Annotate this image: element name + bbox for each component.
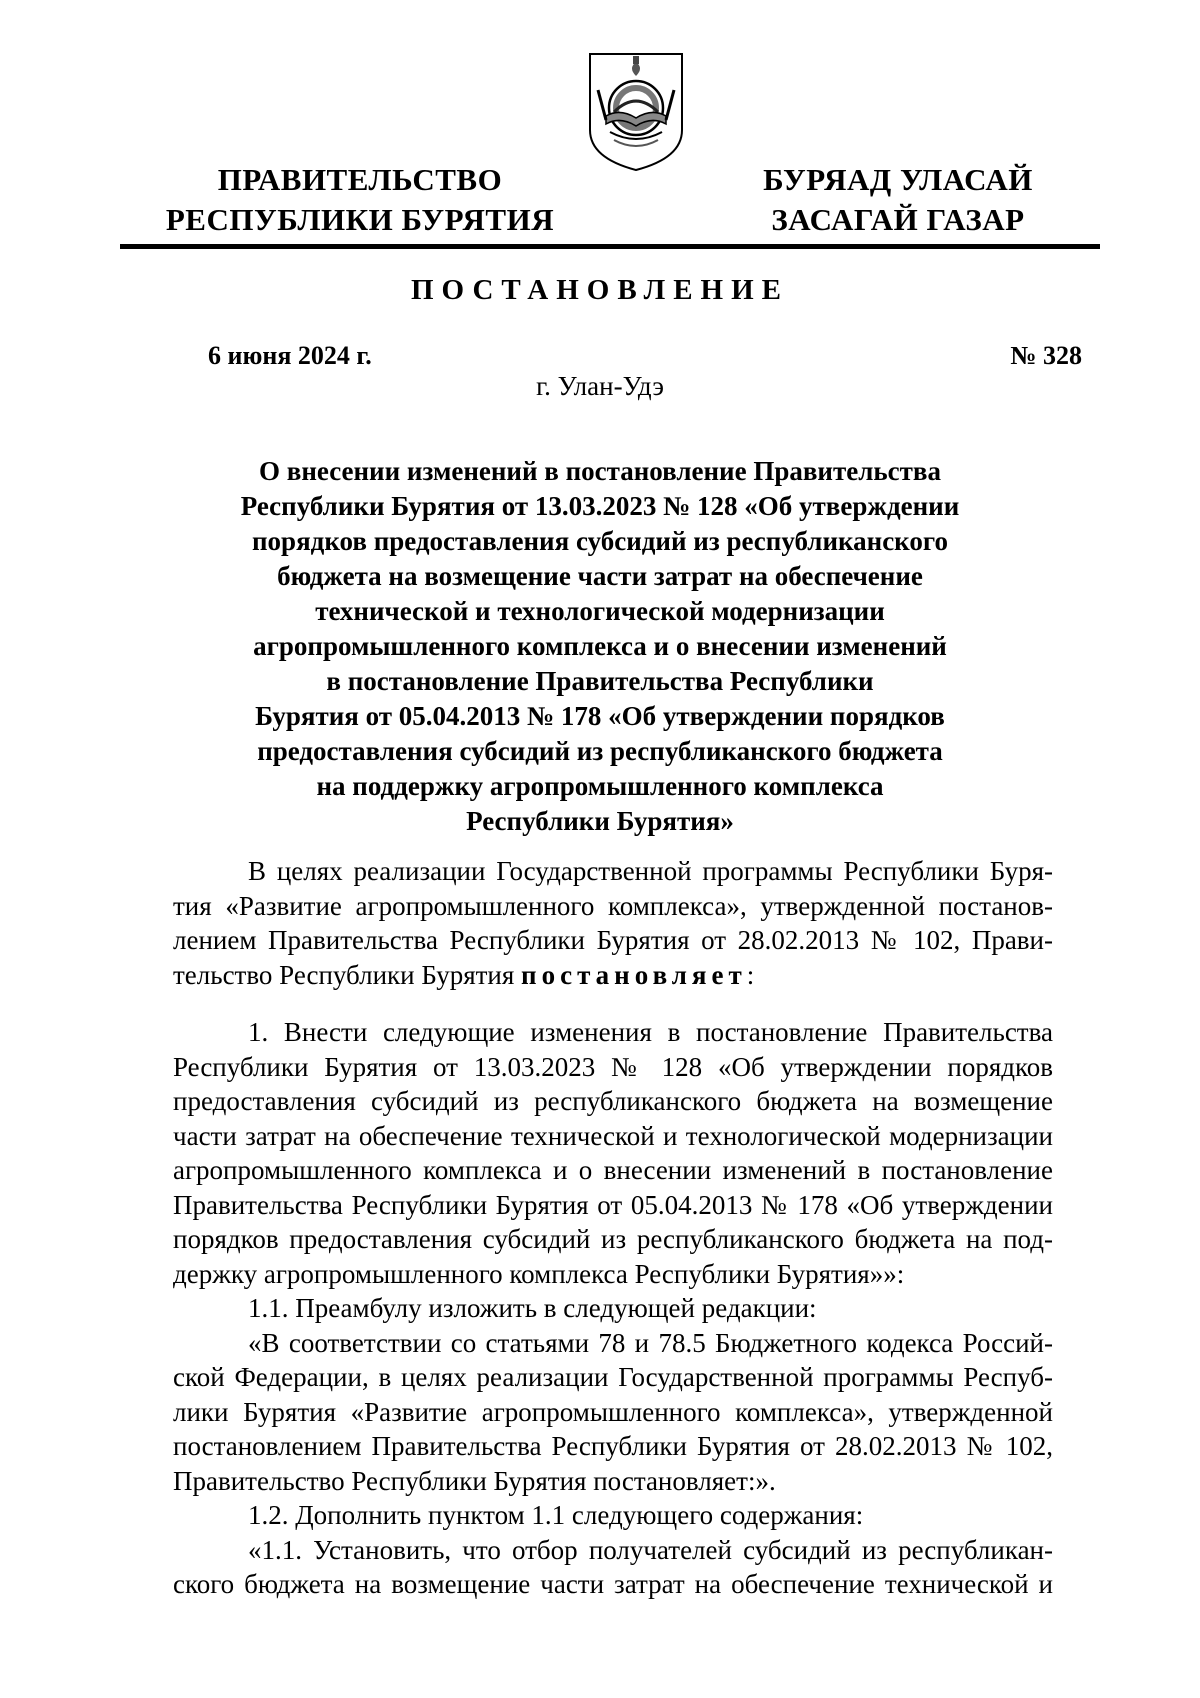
body-line: постановлением Правительства Республики Бурятия от 28.02.2013 № 102, <box>173 1431 1053 1461</box>
header-left <box>160 160 560 240</box>
preamble-last-suffix: : <box>746 959 755 990</box>
title-line: предоставления субсидий из республиканского бюджета <box>257 736 943 766</box>
header-right-line: БУРЯАД УЛАСАЙ <box>763 162 1033 197</box>
title-line: порядков предоставления субсидий из республиканского <box>252 526 948 556</box>
coat-of-arms-emblem-icon <box>584 50 688 174</box>
body-line: Правительства Республики Бурятия от 05.04.2013 № 178 «Об утверждении <box>173 1189 1053 1220</box>
document-number: № 328 <box>1010 341 1082 370</box>
preamble-paragraph <box>173 854 1053 992</box>
preamble-line: лением Правительства Республики Бурятия от 28.02.2013 № 102, Прави- <box>173 925 1053 955</box>
preamble-line: В целях реализации Государственной программы Республики Буря- <box>248 856 1053 886</box>
body-line: порядков предоставления субсидий из республиканского бюджета на под- <box>173 1224 1053 1254</box>
title-line: на поддержку агропромышленного комплекса <box>316 771 884 801</box>
header-right-line: ЗАСАГАЙ ГАЗАР <box>771 202 1025 237</box>
body-line: ской Федерации, в целях реализации Государственной программы Респуб- <box>173 1362 1053 1392</box>
body-line: предоставления субсидий из республиканского бюджета на возмещение <box>173 1086 1053 1116</box>
preamble-last-line <box>173 958 1053 993</box>
body-line: части затрат на обеспечение технической и технологической модернизации <box>173 1120 1053 1151</box>
body-line: 1. Внести следующие изменения в постановление Правительства <box>248 1017 1053 1047</box>
header-divider <box>120 244 1100 249</box>
title-line: Республики Бурятия от 13.03.2023 № 128 «Об утверждении <box>240 491 960 521</box>
title-line: бюджета на возмещение части затрат на обеспечение <box>277 561 923 591</box>
title-line: в постановление Правительства Республики <box>326 666 874 696</box>
body-line: лики Бурятия «Развитие агропромышленного комплекса», утвержденной <box>173 1396 1053 1427</box>
body-line: держку агропромышленного комплекса Республики Бурятия»»: <box>173 1258 905 1289</box>
resolves-word: постановляет <box>521 959 747 990</box>
title-line: технической и технологической модернизации <box>315 596 885 626</box>
preamble-last-prefix: тельство Республики Бурятия <box>173 959 522 990</box>
document-date: 6 июня 2024 г. <box>208 341 372 370</box>
title-line: Бурятия от 05.04.2013 № 178 «Об утверждении порядков <box>255 701 945 731</box>
body-line: Республики Бурятия от 13.03.2023 № 128 «Об утверждении порядков <box>173 1051 1053 1082</box>
body-line: «В соответствии со статьями 78 и 78.5 Бюджетного кодекса Россий- <box>248 1327 1053 1358</box>
document-title <box>200 454 1000 839</box>
body-line: ского бюджета на возмещение части затрат на обеспечение технической и <box>173 1569 1053 1599</box>
resolution-body <box>173 1015 1053 1602</box>
body-line: 1.1. Преамбулу изложить в следующей редакции: <box>248 1293 817 1323</box>
document-city: г. Улан-Удэ <box>536 371 664 401</box>
body-line: «1.1. Установить, что отбор получателей субсидий из республикан- <box>248 1534 1053 1565</box>
body-line: агропромышленного комплекса и о внесении изменений в постановление <box>173 1155 1053 1185</box>
header-left-line: РЕСПУБЛИКИ БУРЯТИЯ <box>165 202 555 237</box>
body-line: 1.2. Дополнить пунктом 1.1 следующего содержания: <box>248 1500 864 1530</box>
title-line: Республики Бурятия» <box>466 806 734 836</box>
document-type: ПОСТАНОВЛЕНИЕ <box>410 274 789 306</box>
header-right <box>738 160 1058 240</box>
body-line: Правительство Республики Бурятия постановляет:». <box>173 1465 776 1496</box>
preamble-line: тия «Развитие агропромышленного комплекса», утвержденной постанов- <box>173 890 1053 921</box>
title-line: О внесении изменений в постановление Правительства <box>259 456 941 486</box>
title-line: агропромышленного комплекса и о внесении изменений <box>253 631 947 661</box>
header-left-line: ПРАВИТЕЛЬСТВО <box>217 162 503 197</box>
